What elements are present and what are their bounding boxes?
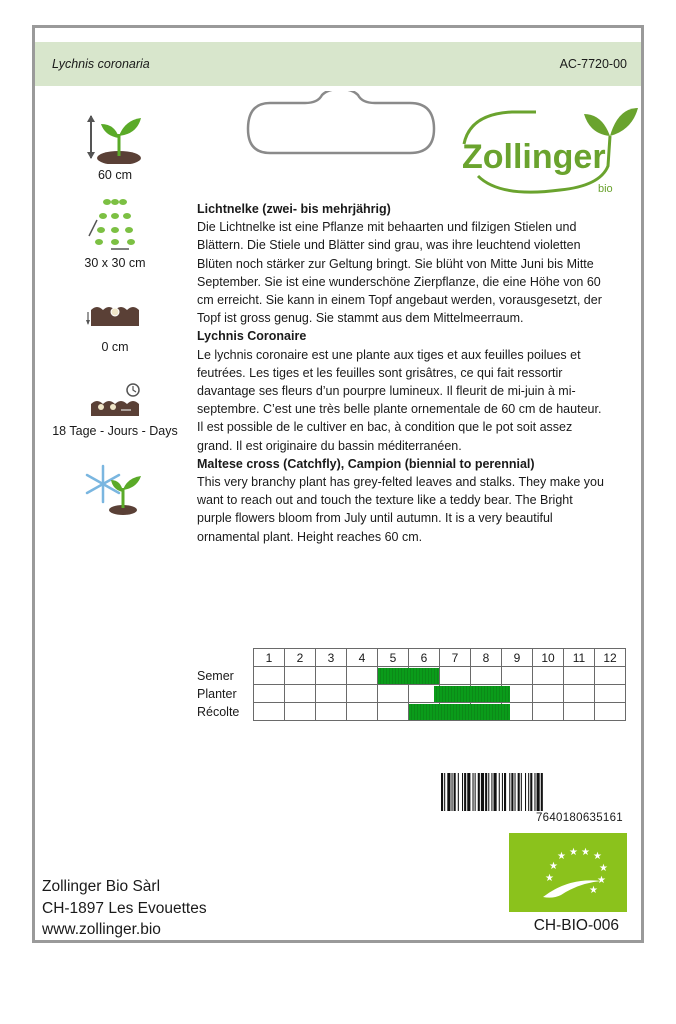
spacing-icon [85, 196, 145, 252]
barcode-bar [511, 773, 513, 811]
barcode-bar [499, 773, 500, 811]
barcode-bar [521, 773, 522, 811]
germination-label: 18 Tage - Jours - Days [52, 424, 178, 438]
svg-text:★: ★ [599, 863, 608, 874]
zollinger-logo [460, 100, 638, 200]
barcode-bar [447, 773, 450, 811]
spacing-info [35, 196, 195, 270]
company-website[interactable]: www.zollinger.bio [42, 921, 161, 938]
company-name: Zollinger Bio Sàrl [42, 878, 161, 895]
depth-info [35, 296, 195, 354]
hang-hole-icon [240, 91, 440, 157]
barcode-bar [509, 773, 510, 811]
barcode-bar [488, 773, 489, 811]
text-french: Le lychnis coronaire est une plante aux tiges et aux feuilles poilues et feutrées. Les tiges et les feuilles sont grisâtres, ce qui fait ressortir davantage ses fleurs d’un pourpre lumineux. Il fleurit de mi-juin à mi-septembre. C’est une très belle plante ornementale de 60 cm de hauteur. Il est possible de le cultiver en bac, à condition que le pot soit assez grand. Il est originaire du bassin méditerranéen. [197, 347, 602, 453]
title-german: Lichtnelke (zwei- bis mehrjährig) [197, 202, 391, 216]
height-icon [85, 112, 145, 164]
barcode-bar [462, 773, 463, 811]
barcode-number: 7640180635161 [535, 812, 623, 824]
month-cell: 12 [595, 649, 626, 667]
barcode-bar [491, 773, 492, 811]
barcode-bar [515, 773, 516, 811]
company-location: CH-1897 Les Evouettes [42, 899, 207, 917]
plant-period-bar [434, 686, 511, 702]
barcode-bar [478, 773, 480, 811]
text-german: Die Lichtnelke ist eine Pflanze mit behaarten und filzigen Stielen und Blättern. Die Stiele und Blätter sind grau, was ihre leuchtend violetten Blüten noch stärker zur Geltung bringt. Sie blüht von Mitte Juni bis Mitte September. Sie ist eine wunderschöne Zierpflanze, die eine Höhe von 60 cm erreicht. Sie kann in einem Topf angebaut werden, vorausgesetzt, der Topf ist gross genug. Sie stammt aus dem Mittelmeerraum. [197, 220, 602, 326]
barcode-bar [444, 773, 445, 811]
barcode-bar [485, 773, 487, 811]
month-cell: 7 [440, 649, 471, 667]
month-cell: 3 [316, 649, 347, 667]
height-info [35, 112, 195, 182]
svg-text:★: ★ [557, 851, 566, 862]
barcode-bar [458, 773, 459, 811]
svg-text:★: ★ [549, 861, 558, 872]
depth-icon [85, 296, 145, 336]
barcode-bar [452, 773, 453, 811]
barcode-bar [537, 773, 540, 811]
row-label-plant: Planter [197, 687, 237, 701]
sow-period-bar [378, 668, 439, 684]
header-band [35, 42, 641, 86]
certification-code: CH-BIO-006 [533, 917, 619, 934]
germination-icon [85, 380, 145, 420]
eu-leaf-icon [509, 833, 627, 912]
barcode-bar [473, 773, 474, 811]
company-address [42, 876, 207, 941]
svg-text:★: ★ [589, 885, 598, 896]
barcode-bar [518, 773, 520, 811]
title-french: Lychnis Coronaire [197, 329, 307, 344]
svg-text:★: ★ [569, 847, 578, 858]
barcode-bar [454, 773, 456, 811]
depth-label: 0 cm [101, 340, 129, 354]
barcode-bar [528, 773, 529, 811]
height-label: 60 cm [97, 168, 133, 182]
month-cell: 8 [471, 649, 502, 667]
month-cell: 10 [533, 649, 564, 667]
frost-info [35, 460, 195, 516]
month-cell: 9 [502, 649, 533, 667]
description [197, 200, 607, 546]
svg-text:★: ★ [581, 847, 590, 858]
month-cell: 2 [285, 649, 316, 667]
month-cell: 5 [378, 649, 409, 667]
svg-text:★: ★ [593, 851, 602, 862]
month-cell: 1 [254, 649, 285, 667]
barcode-bar [502, 773, 503, 811]
title-english: Maltese cross (Catchfly), Campion (biennial to perennial) [197, 456, 535, 471]
harvest-period-bar [409, 704, 510, 720]
barcode-bar [464, 773, 466, 811]
spacing-label: 30 x 30 cm [84, 256, 146, 270]
barcode-bar [504, 773, 506, 811]
row-label-harvest: Récolte [197, 705, 240, 719]
seed-packet [32, 25, 644, 943]
calendar-row-sow [254, 667, 626, 685]
row-label-sow: Semer [197, 669, 234, 683]
barcode-bar [475, 773, 476, 811]
brand-name: Zollinger [462, 138, 606, 176]
text-english: This very branchy plant has grey-felted leaves and stalks. They make you want to reach out and touch the texture like a teddy bear. The Bright purple flowers bloom from July until autumn. It is a very beautiful ornamental plant. Height reaches 60 cm. [197, 475, 604, 544]
germination-info [35, 380, 195, 438]
barcode-bar [525, 773, 526, 811]
month-cell: 4 [347, 649, 378, 667]
eu-organic-logo [509, 833, 627, 912]
barcode-bar [530, 773, 532, 811]
frost-hardy-icon [85, 460, 145, 516]
svg-text:★: ★ [545, 873, 554, 884]
brand-suffix: bio [598, 183, 613, 195]
month-header-row [254, 649, 626, 667]
month-cell: 6 [409, 649, 440, 667]
species-name: Lychnis coronaria [52, 57, 150, 71]
article-code: AC-7720-00 [559, 57, 627, 71]
barcode-bar [534, 773, 535, 811]
barcode [441, 773, 623, 811]
svg-text:★: ★ [597, 875, 606, 886]
barcode-bar [481, 773, 484, 811]
month-cell: 11 [564, 649, 595, 667]
barcode-bar [441, 773, 443, 811]
barcode-bar [467, 773, 470, 811]
barcode-bar [494, 773, 497, 811]
barcode-bar [541, 773, 543, 811]
